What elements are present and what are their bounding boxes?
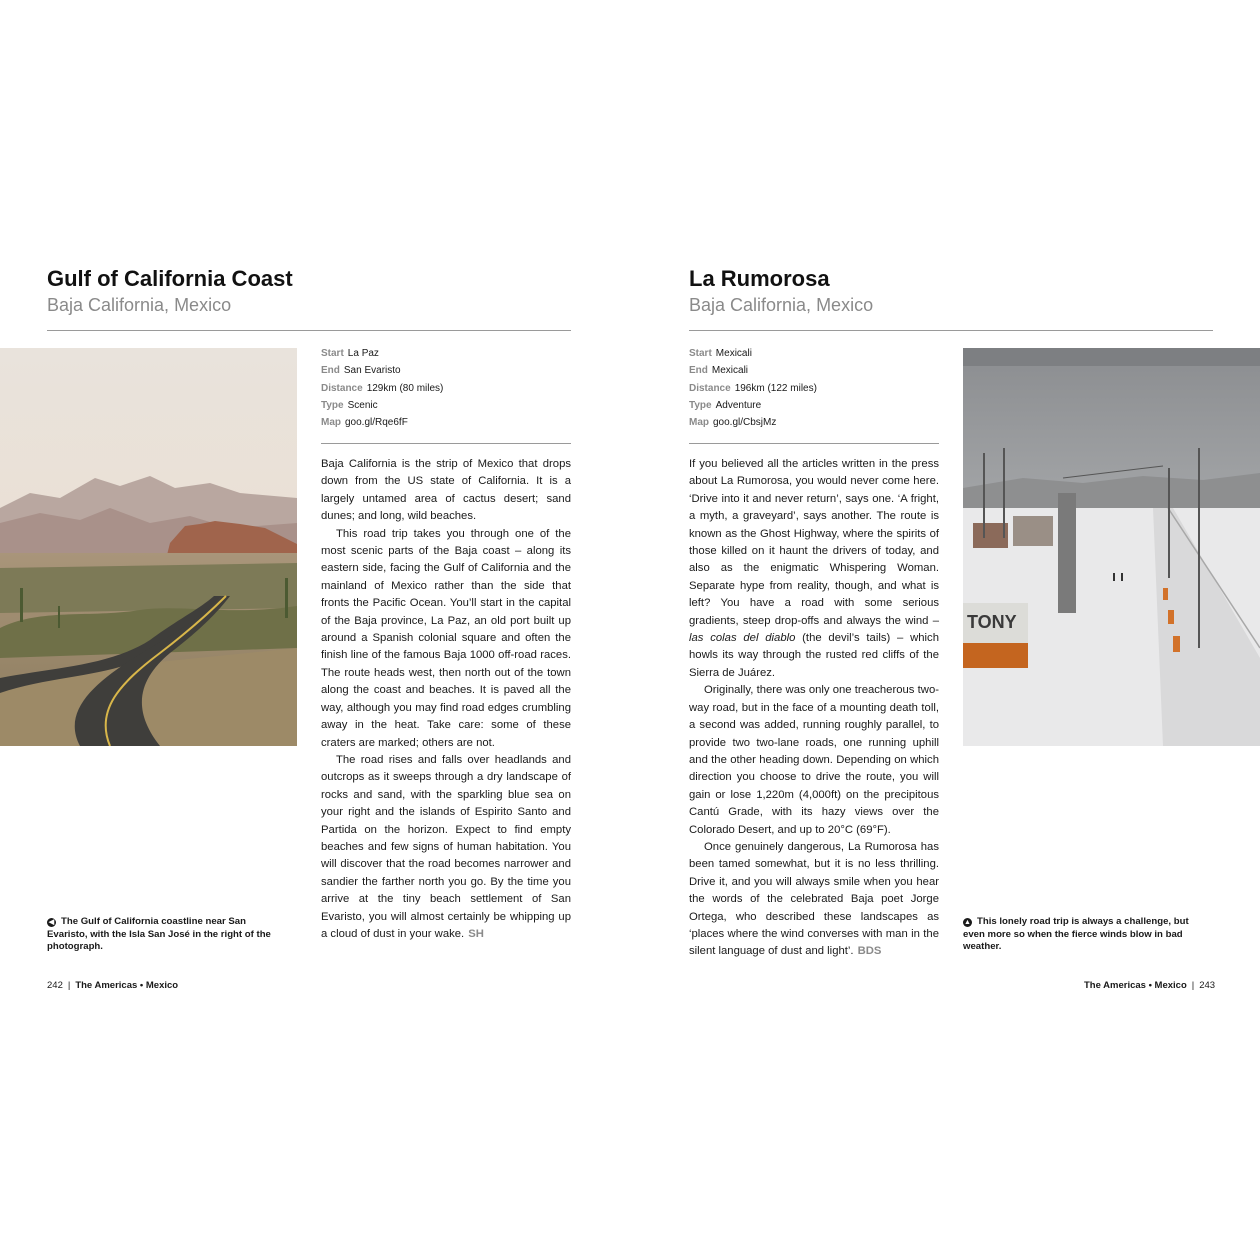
fact-map: Map goo.gl/CbsjMz: [689, 417, 777, 429]
left-paragraph-3: [321, 752, 571, 943]
snowy-road-illustration: [963, 348, 1260, 746]
right-paragraph-2: Originally, there was only one treacherous two-way road, but in the face of a mounting death toll, a second was added, running roughly parallel, to provide two two-lane roads, one running uphill and the other heading down. Depending on which direction you choose to drive the route, you will gain or lose 1,220m (4,000ft) on the precipitous Cantú Grade, with its hazy views over the Colorado Desert, and up to 20°C (69°F).: [689, 684, 939, 836]
fact-type: Type Scenic: [321, 399, 378, 411]
right-title-rule: [689, 330, 1213, 331]
left-paragraph-2: This road trip takes you through one of the most scenic parts of the Baja coast – along its eastern side, facing the Gulf of California and the mainland of Mexico rather than the side that fronts the Pacific Ocean. You’ll start in the capital of the Baja province, La Paz, an old port built up around a Spanish colonial square and often the finish line of the famous Baja 1000 off-road races. The route heads west, then north out of the town along the coast and beaches. It is paved all the way, although you may find road edges crumbling away in the heat. Take care: some of these craters are marked; others are not.: [321, 527, 571, 749]
right-paragraph-1: [689, 456, 939, 682]
right-byline: BDS: [857, 945, 882, 958]
fact-distance: Distance 129km (80 miles): [321, 382, 444, 394]
right-caption-text: This lonely road trip is always a challenge, but even more so when the fierce winds blow in bad weather.: [963, 916, 1189, 952]
left-title-rule: [47, 330, 571, 331]
right-page-title: La Rumorosa: [689, 266, 830, 291]
left-article-body: [321, 456, 571, 943]
left-page-number: 242: [47, 980, 63, 991]
right-section-name: The Americas • Mexico: [1084, 980, 1187, 991]
right-paragraph-3-text: Once genuinely dangerous, La Rumorosa has been tamed somewhat, but it is no less thrilling. Drive it, and you will always smile when you hear the words of the celebrated Baja poet Jorge Ortega, who described these landscapes as ‘places where the wind converses with man in the silent language of dust and light’.: [689, 840, 939, 958]
fact-end: End Mexicali: [689, 365, 749, 377]
left-paragraph-1: Baja California is the strip of Mexico that drops down from the US state of California. It is a largely untamed area of cactus desert; sand dunes; and long, wild beaches.: [321, 458, 571, 523]
fact-start: Start La Paz: [321, 348, 379, 359]
left-byline: SH: [468, 927, 484, 940]
right-p1-italic: las colas del diablo: [689, 632, 796, 645]
right-article-body: [689, 456, 939, 961]
left-paragraph-3-text: The road rises and falls over headlands and outcrops as it sweeps through a dry landscape of rocks and sand, with the sparkling blue sea on your right and the islands of Espirito Santo and Partida on the horizon. Expect to find empty beaches and few signs of human habitation. You will discover that the road becomes narrower and sandier the farther north you go. By the time you arrive at the tiny beach settlement of San Evaristo, you will almost certainly be whipping up a cloud of dust in your wake.: [321, 753, 571, 940]
fact-type: Type Adventure: [689, 399, 762, 411]
fact-distance: Distance 196km (122 miles): [689, 382, 817, 394]
right-photo-snowy-road: [963, 348, 1260, 746]
left-page-subtitle: Baja California, Mexico: [47, 295, 232, 315]
right-photo-caption: [963, 916, 1213, 954]
fact-end: End San Evaristo: [321, 365, 401, 377]
right-p1-after: (the devil’s tails) – which howls its way through the rusted red cliffs of the Sierra de Juárez.: [689, 632, 939, 679]
fact-start: Start Mexicali: [689, 348, 752, 359]
right-page-footer: [1084, 980, 1215, 991]
fact-map: Map goo.gl/Rqe6fF: [321, 417, 408, 429]
left-route-facts: [321, 345, 443, 431]
left-photo-desert-road: [0, 348, 297, 746]
right-p1-before: If you believed all the articles written in the press about La Rumorosa, you would never come here. ‘Drive into it and never return’, says one. ‘A fright, a myth, a graveyard’, says another. The route is known as the Ghost Highway, where the spirits of those killed on it haunt the drivers of today, and also as the enigmatic Whispering Woman. Separate hype from reality, though, and what is left? You have a road with some serious gradients, steep drop-offs and always the wind –: [689, 458, 939, 627]
left-facts-rule: [321, 443, 571, 444]
left-section-name: The Americas • Mexico: [75, 980, 179, 991]
left-page-title: Gulf of California Coast: [47, 266, 293, 291]
left-page-footer: [47, 980, 178, 991]
arrow-left-icon: ◀: [48, 919, 55, 926]
left-caption-text: The Gulf of California coastline near San Evaristo, with the Isla San José in the right of the photograph.: [47, 916, 271, 952]
right-paragraph-3: [689, 839, 939, 961]
footer-separator: |: [67, 980, 71, 991]
right-route-facts: [689, 345, 817, 431]
sign-text: TONY: [967, 612, 1017, 632]
right-page-subtitle: Baja California, Mexico: [689, 295, 874, 315]
right-page-number: 243: [1199, 980, 1216, 991]
arrow-up-icon: ▲: [964, 919, 971, 926]
right-facts-rule: [689, 443, 939, 444]
left-photo-caption: [47, 916, 282, 954]
footer-separator: |: [1191, 980, 1195, 991]
desert-road-illustration: [0, 348, 297, 746]
